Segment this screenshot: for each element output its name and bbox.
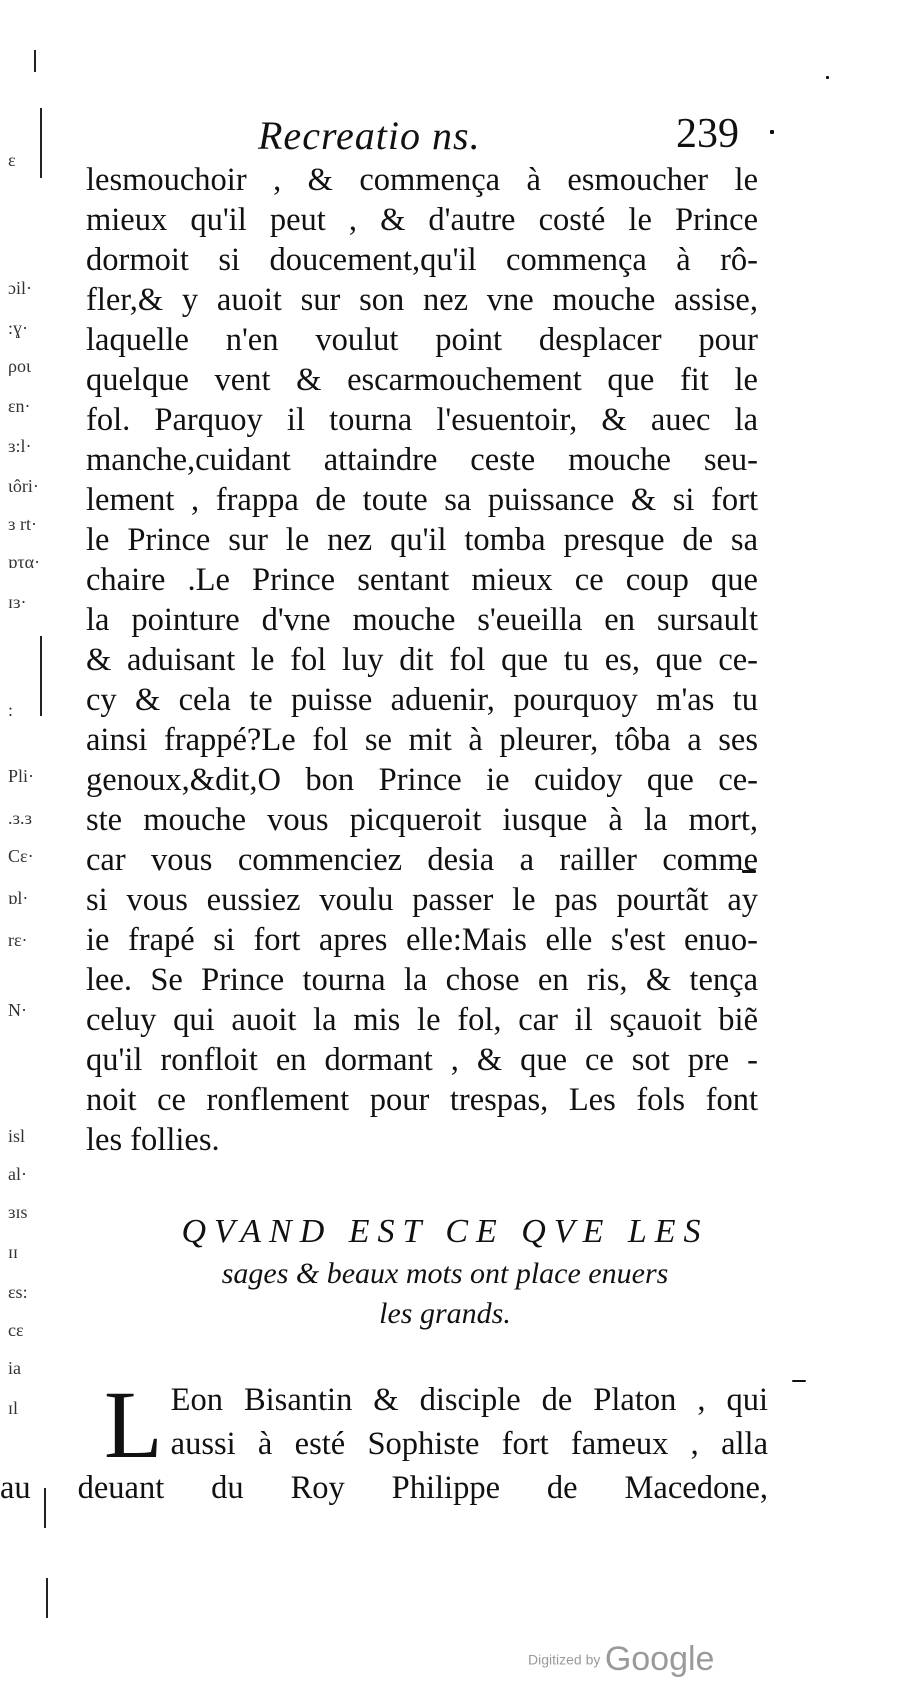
- margin-fragment: :ɣ·: [8, 318, 28, 338]
- text-line: quelque vent & escarmouchement que fit le: [86, 362, 758, 398]
- margin-fragment: ɜ:l·: [8, 436, 32, 456]
- text-line: laquelle n'en voulut point desplacer pour: [86, 322, 758, 358]
- text-line: la pointure d'vne mouche s'eueilla en sursault: [86, 602, 758, 638]
- text-line: chaire .Le Prince sentant mieux ce coup que: [86, 562, 758, 598]
- margin-fragment: ɛn·: [8, 396, 31, 416]
- margin-fragment: ɪɜ·: [8, 592, 27, 612]
- margin-fragment: :: [8, 700, 14, 720]
- body-paragraph: [86, 160, 758, 1160]
- text-line: lement , frappa de toute sa puissance & si fort: [86, 482, 758, 518]
- margin-fragment: ιôri·: [8, 476, 39, 496]
- margin-fragment: N·: [8, 1000, 27, 1020]
- text-line: fol. Parquoy il tourna l'esuentoir, & auec la: [86, 402, 758, 438]
- margin-fragment: Cɛ·: [8, 846, 34, 866]
- text-line: si vous eussiez voulu passer le pas pourtãt ay: [86, 882, 758, 918]
- chapter-heading-line: QVAND EST CE QVE LES: [181, 1213, 709, 1250]
- text-line: le Prince sur le nez qu'il tomba presque de sa: [86, 522, 758, 558]
- text-line: aussi à esté Sophiste fort fameux , alla: [170, 1426, 768, 1462]
- text-line: lesmouchoir , & commença à esmoucher le: [86, 162, 758, 198]
- margin-fragment: ia: [8, 1358, 21, 1378]
- page-number: 239: [676, 111, 739, 157]
- margin-fragment: cɛ: [8, 1320, 24, 1340]
- google-logo: Google: [604, 1640, 715, 1678]
- text-line: & aduisant le fol luy dit fol que tu es, que ce-: [86, 642, 758, 678]
- left-margin-fragments: [8, 0, 68, 1682]
- text-line: lee. Se Prince tourna la chose en ris, & tença: [86, 962, 758, 998]
- chapter-heading: [120, 1210, 770, 1334]
- margin-fragment: ɛ: [8, 150, 16, 170]
- text-line: ie frapé si fort apres elle:Mais elle s'est enuo-: [86, 922, 758, 958]
- text-line: mieux qu'il peut , & d'autre costé le Prince: [86, 202, 758, 238]
- text-line: dormoit si doucement,qu'il commença à rô-: [86, 242, 758, 278]
- gutter-mark: [34, 50, 36, 72]
- text-line: genoux,&dit,O bon Prince ie cuidoy que ce-: [86, 762, 758, 798]
- running-title: Recreatio ns.: [258, 113, 481, 158]
- margin-fragment: Pli·: [8, 766, 35, 786]
- text-line: ainsi frappé?Le fol se mit à pleurer, tôba a ses: [86, 722, 758, 758]
- text-line: au deuant du Roy Philippe de Macedone,: [0, 1470, 768, 1506]
- watermark-prefix: Digitized by: [528, 1651, 601, 1668]
- margin-fragment: ɜ rt·: [8, 514, 38, 534]
- text-line: fler,& y auoit sur son nez vne mouche assise,: [86, 282, 758, 318]
- chapter-heading-line: sages & beaux mots ont place enuers: [221, 1257, 669, 1290]
- text-line: ste mouche vous picqueroit iusque à la mort,: [86, 802, 758, 838]
- margin-fragment: .ɜ.ɜ: [8, 808, 33, 828]
- text-line: noit ce ronflement pour trespas, Les fols font: [86, 1082, 758, 1118]
- margin-fragment: ɪɪ: [8, 1242, 19, 1262]
- margin-fragment: ɛs:: [8, 1282, 28, 1302]
- text-line: Eon Bisantin & disciple de Platon , qui: [170, 1382, 768, 1418]
- margin-fragment: ɜɪs: [8, 1202, 28, 1222]
- text-line: cy & cela te puisse aduenir, pourquoy m'as tu: [86, 682, 758, 718]
- text-line: celuy qui auoit la mis le fol, car il sçauoit biẽ: [86, 1002, 758, 1038]
- text-line: manche,cuidant attaindre ceste mouche seu-: [86, 442, 758, 478]
- chapter-heading-line: les grands.: [379, 1297, 511, 1330]
- ink-speck: [770, 130, 774, 134]
- text-line: car vous commenciez desia a railler comme: [86, 842, 758, 878]
- text-line: les follies.: [86, 1122, 220, 1158]
- gutter-mark: [46, 1578, 48, 1618]
- margin-fragment: ɪl: [8, 1398, 19, 1418]
- ink-speck: [826, 76, 829, 79]
- margin-fragment: al·: [8, 1164, 27, 1184]
- margin-fragment: isl: [8, 1126, 26, 1146]
- gutter-mark: [40, 636, 42, 716]
- drop-cap: L: [104, 1371, 163, 1478]
- margin-fragment: ɔil·: [8, 278, 32, 298]
- digitization-watermark: [528, 1640, 714, 1679]
- margin-fragment: ɒτα·: [8, 552, 41, 572]
- margin-fragment: ɒl·: [8, 888, 29, 908]
- text-line: qu'il ronfloit en dormant , & que ce sot pre -: [86, 1042, 758, 1078]
- ink-speck: [792, 1380, 806, 1382]
- gutter-mark: [40, 108, 42, 178]
- margin-fragment: ροι: [8, 356, 31, 376]
- margin-fragment: rɛ·: [8, 930, 28, 950]
